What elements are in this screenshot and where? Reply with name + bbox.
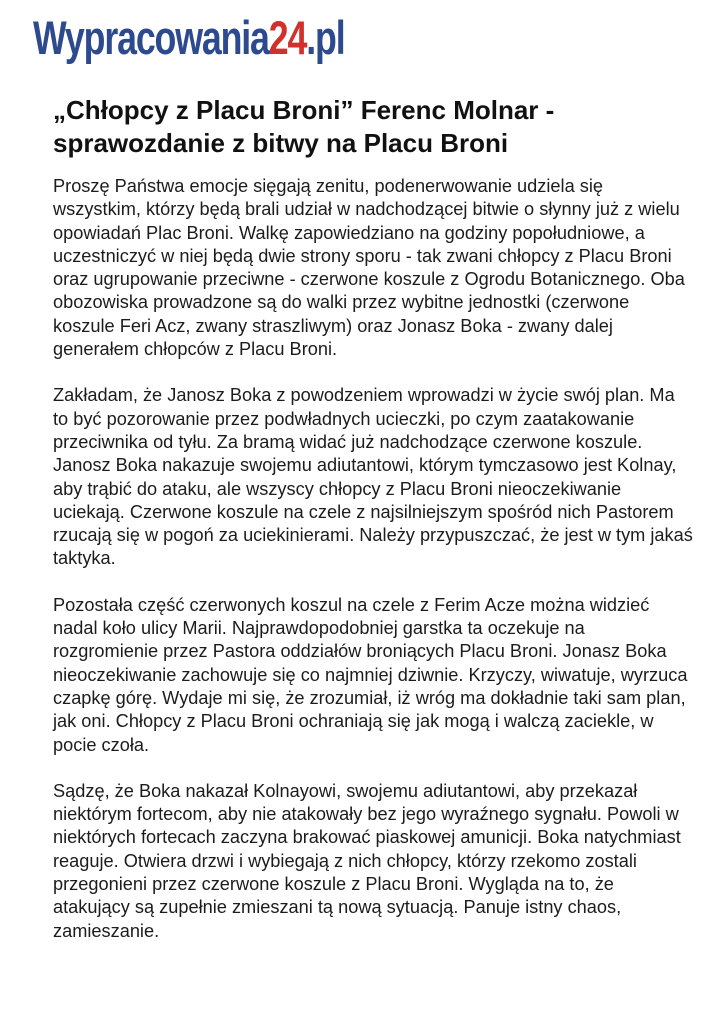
logo-suffix: .pl xyxy=(306,11,345,64)
paragraph-1: Proszę Państwa emocje sięgają zenitu, podenerwowanie udziela się wszystkim, którzy będą brali udział w nadchodzącej bitwie o słynny już z wielu opowiadań Plac Broni. Walkę zapowiedziano na godziny popołudniowe, a uczestniczyć w niej będą dwie strony sporu - tak zwani chłopcy z Placu Broni oraz ugrupowanie przeciwne - czerwone koszule z Ogrodu Botanicznego. Oba obozowiska prowadzone są do walki przez wybitne jednostki (czerwone koszule Feri Acz, zwany straszliwym) oraz Jonasz Boka - zwany dalej generałem chłopców z Placu Broni. xyxy=(53,176,685,360)
paragraph-3: Pozostała część czerwonych koszul na czele z Ferim Acze można widzieć nadal koło ulicy Marii. Najprawdopodobniej garstka ta oczekuje na rozgromienie przez Pastora oddziałów broniących Placu Broni. Jonasz Boka nieoczekiwanie zachowuje się co najmniej dziwnie. Krzyczy, wiwatuje, wyrzuca czapkę górę. Wydaje mi się, że zrozumiał, iż wróg ma dokładnie taki sam plan, jak oni. Chłopcy z Placu Broni ochraniają się jak mogą i walczą zaciekle, w pocie czoła. xyxy=(53,594,688,755)
site-logo[interactable] xyxy=(33,11,345,64)
logo-number: 24 xyxy=(268,11,307,64)
paragraph-2: Zakładam, że Janosz Boka z powodzeniem wprowadzi w życie swój plan. Ma to być pozorowanie przez podwładnych ucieczki, po czym zaatakowanie przeciwnika od tyłu. Za bramą widać już nadchodzące czerwone koszule. Janosz Boka nakazuje swojemu adiutantowi, którym tymczasowo jest Kolnay, aby trąbić do ataku, ale wszyscy chłopcy z Placu Broni nieoczekiwanie uciekają. Czerwone koszule na czele z najsilniejszym spośród nich Pastorem rzucają się w pogoń za uciekinierami. Należy przypuszczać, że jest w tym jakaś taktyka. xyxy=(53,385,693,569)
paragraph-4: Sądzę, że Boka nakazał Kolnayowi, swojemu adiutantowi, aby przekazał niektórym fortecom, aby nie atakowały bez jego wyraźnego sygnału. Powoli w niektórych fortecach zaczyna brakować piaskowej amunicji. Boka natychmiast reaguje. Otwiera drzwi i wybiegają z nich chłopcy, którzy rzekomo zostali przegonieni przez czerwone koszule z Placu Broni. Wygląda na to, że atakujący są zupełnie zmieszani tą nową sytuacją. Panuje istny chaos, zamieszanie. xyxy=(53,780,681,941)
document-body xyxy=(53,175,693,966)
document-title: „Chłopcy z Placu Broni” Ferenc Molnar - sprawozdanie z bitwy na Placu Broni xyxy=(53,95,555,158)
logo-text: Wypracowania xyxy=(33,11,269,64)
